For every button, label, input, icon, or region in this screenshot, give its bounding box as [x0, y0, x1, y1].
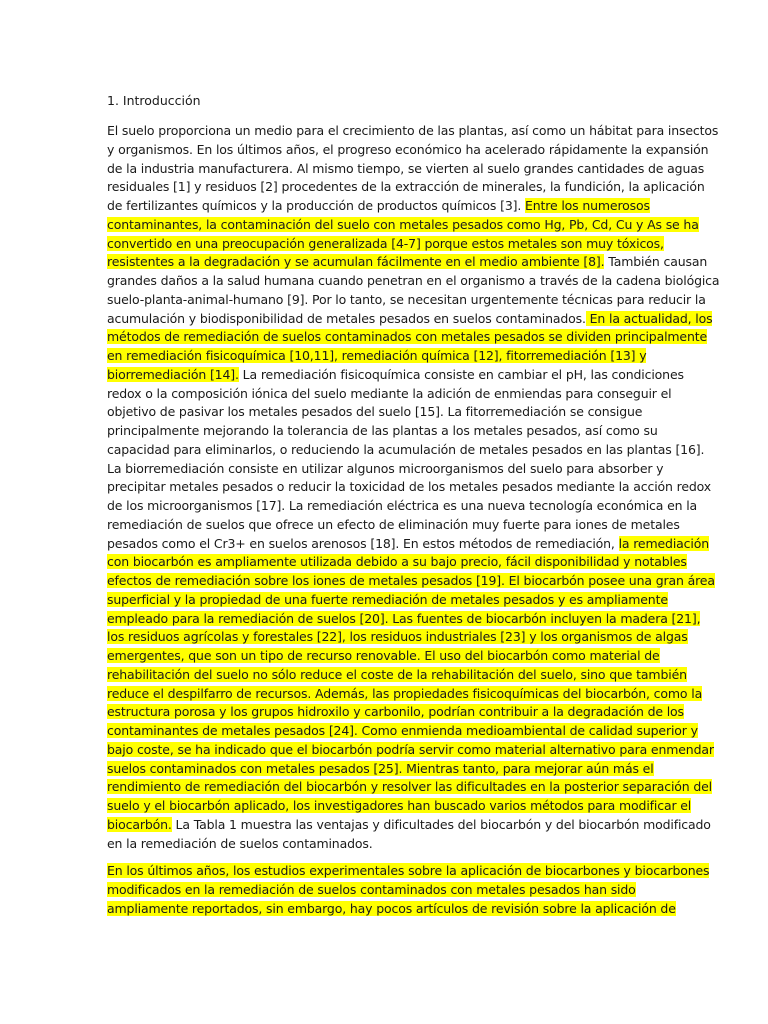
- text-line: [107, 478, 712, 497]
- text-line: [107, 591, 667, 610]
- text-line: [107, 272, 720, 291]
- highlighted-text: suelos contaminados con metales pesados [25]. Mientras tanto, para mejorar aún más el: [107, 760, 654, 776]
- body-text: en la remediación de suelos contaminados.: [107, 835, 373, 851]
- text-line: [107, 122, 719, 141]
- text-line: [107, 141, 709, 160]
- text-line: [107, 291, 706, 310]
- text-line: [107, 685, 703, 704]
- text-line: [107, 628, 688, 647]
- text-line: [107, 328, 708, 347]
- body-text: El suelo proporciona un medio para el crecimiento de las plantas, así como un hábitat para insectos: [107, 123, 719, 138]
- text-line: [107, 741, 714, 760]
- text-line: [107, 310, 713, 329]
- text-line: [107, 881, 667, 900]
- text-line: [107, 441, 705, 460]
- text-line: [107, 253, 708, 272]
- text-line: [107, 497, 698, 516]
- highlighted-text: En los últimos años, los estudios experimentales sobre la aplicación de biocarbones y biocarbones: [107, 863, 710, 878]
- body-text: grandes daños a la salud humana cuando penetran en el organismo a través de la cadena biológica: [107, 273, 720, 288]
- highlighted-text: los residuos agrícolas y forestales [22], los residuos industriales [23] y los organismos de algas: [107, 629, 688, 645]
- highlighted-text: En la actualidad, los: [585, 310, 713, 326]
- text-line: [107, 178, 705, 197]
- body-text: suelo-planta-animal-humano [9]. Por lo tanto, se necesitan urgentemente técnicas para reducir la: [107, 291, 706, 307]
- highlighted-text: bajo coste, se ha indicado que el biocarbón podría servir como material alternativo para enmendar: [107, 741, 714, 757]
- text-line: [107, 900, 676, 919]
- body-text: También causan: [604, 254, 708, 270]
- text-line: [107, 422, 667, 441]
- body-text: de los microorganismos [17]. La remediación eléctrica es una nueva tecnología económica en la: [107, 498, 698, 513]
- body-text: de la industria manufacturera. Al mismo tiempo, se vierten al suelo grandes cantidades de aguas: [107, 160, 705, 176]
- body-text: residuales [1] y residuos [2] procedentes de la extracción de minerales, la fundición, la aplicación: [107, 179, 705, 195]
- highlighted-text: métodos de remediación de suelos contaminados con metales pesados se dividen principalmente: [107, 329, 708, 345]
- text-line: [107, 778, 713, 797]
- body-text: La Tabla 1 muestra las ventajas y dificultades del biocarbón y del biocarbón modificado: [171, 816, 711, 832]
- highlighted-text: suelo y el biocarbón aplicado, los investigadores han buscado varios métodos para modificar el: [107, 798, 692, 813]
- body-text: La biorremediación consiste en utilizar algunos microorganismos del suelo para absorber y: [107, 460, 664, 476]
- highlighted-text: superficial y la propiedad de una fuerte remediación de metales pesados y es ampliamente: [107, 591, 668, 607]
- body-text: remediación de suelos que ofrece un efecto de eliminación muy fuerte para iones de metales: [107, 516, 680, 532]
- text-line: [107, 385, 672, 404]
- highlighted-text: contaminantes, la contaminación del suelo con metales pesados como Hg, Pb, Cd, Cu y As se ha: [107, 216, 699, 232]
- text-line: [107, 347, 667, 366]
- text-line: [107, 862, 710, 881]
- paragraph-review: [107, 862, 710, 918]
- text-line: [107, 666, 687, 685]
- text-line: [107, 216, 699, 235]
- highlighted-text: modificados en la remediación de suelos contaminados con metales pesados han sido: [107, 881, 636, 897]
- text-line: [107, 197, 667, 216]
- text-line: [107, 816, 711, 835]
- text-line: [107, 460, 667, 479]
- highlighted-text: en remediación fisicoquímica [10,11], remediación química [12], fitorremediación [13] y: [107, 348, 647, 363]
- body-text: La remediación fisicoquímica consiste en cambiar el pH, las condiciones: [238, 366, 684, 382]
- highlighted-text: efectos de remediación sobre los iones de metales pesados [19]. El biocarbón posee una gran área: [107, 573, 715, 588]
- highlighted-text: biocarbón.: [107, 816, 172, 832]
- highlighted-text: con biocarbón es ampliamente utilizada debido a su bajo precio, fácil disponibilidad y notables: [107, 554, 687, 570]
- body-text: pesados como el Cr3+ en suelos arenosos [18]. En estos métodos de remediación,: [107, 535, 619, 551]
- section-heading: 1. Introducción: [107, 93, 201, 108]
- body-text: principalmente mejorando la tolerancia de las plantas a los metales pesados, así como su: [107, 423, 658, 438]
- highlighted-text: rehabilitación del suelo no sólo reduce el coste de la rehabilitación del suelo, sino que también: [107, 666, 687, 682]
- text-line: [107, 535, 709, 554]
- body-text: capacidad para eliminarlos, o reduciendo la acumulación de metales pesados en las plantas [16].: [107, 441, 705, 457]
- text-line: [107, 703, 684, 722]
- body-text: redox o la composición iónica del suelo mediante la adición de enmiendas para conseguir el: [107, 385, 672, 401]
- body-text: de fertilizantes químicos y la producción de productos químicos [3].: [107, 198, 525, 213]
- highlighted-text: resistentes a la degradación y se acumulan fácilmente en el medio ambiente [8].: [107, 254, 605, 270]
- text-line: [107, 647, 667, 666]
- highlighted-text: contaminantes de metales pesados [24]. Como enmienda medioambiental de calidad superior y: [107, 723, 698, 738]
- highlighted-text: convertido en una preocupación generalizada [4-7] porque estos metales son muy tóxicos,: [107, 235, 664, 251]
- highlighted-text: ampliamente reportados, sin embargo, hay pocos artículos de revisión sobre la aplicación de: [107, 900, 676, 916]
- highlighted-text: la remediación: [618, 535, 709, 551]
- highlighted-text: biorremediación [14].: [107, 366, 239, 382]
- highlighted-text: emergentes, que son un tipo de recurso renovable. El uso del biocarbón como material de: [107, 648, 660, 663]
- body-text: precipitar metales pesados o reducir la toxicidad de los metales pesados mediante la acción redox: [107, 479, 712, 495]
- text-line: [107, 797, 692, 816]
- text-line: [107, 235, 667, 254]
- text-line: [107, 366, 684, 385]
- paragraph-introduction: [107, 122, 720, 853]
- text-line: [107, 553, 687, 572]
- text-line: [107, 722, 698, 741]
- text-line: [107, 760, 667, 779]
- highlighted-text: estructura porosa y los grupos hidroxilo y carbonilo, podrían contribuir a la degradación de los: [107, 704, 684, 720]
- body-text: objetivo de pasivar los metales pesados del suelo [15]. La fitorremediación se consigue: [107, 404, 643, 420]
- text-line: [107, 403, 667, 422]
- text-line: [107, 516, 680, 535]
- highlighted-text: rendimiento de remediación del biocarbón y resolver las dificultades en la posterior separación del: [107, 779, 713, 795]
- text-line: [107, 160, 705, 179]
- body-text: acumulación y biodisponibilidad de metales pesados en suelos contaminados.: [107, 310, 586, 326]
- highlighted-text: reduce el despilfarro de recursos. Además, las propiedades fisicoquímicas del biocarbón, como la: [107, 685, 703, 701]
- body-text: y organismos. En los últimos años, el progreso económico ha acelerado rápidamente la expansión: [107, 141, 709, 157]
- text-line: [107, 610, 701, 629]
- highlighted-text: empleado para la remediación de suelos [20]. Las fuentes de biocarbón incluyen la madera [21],: [107, 610, 701, 626]
- text-line: [107, 572, 715, 591]
- text-line: [107, 835, 667, 854]
- highlighted-text: Entre los numerosos: [525, 198, 650, 213]
